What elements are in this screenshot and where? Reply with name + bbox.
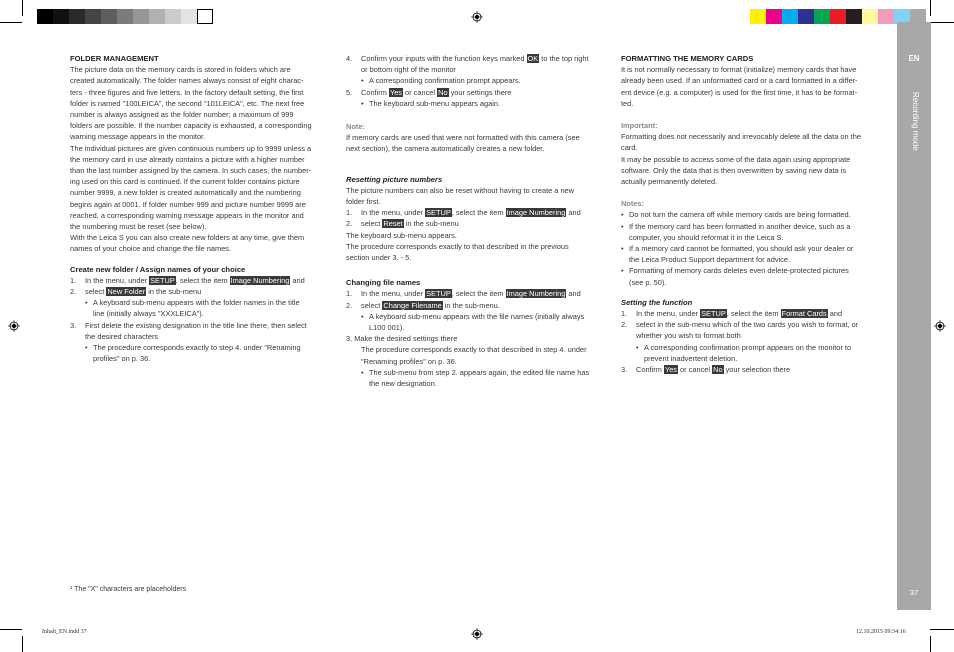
bullet-item: • A corresponding confirmation prompt appears. [361,76,521,86]
step-item: 1. In the menu, under SETUP, select the item Image Numbering and [70,275,305,285]
crop-mark [0,629,22,630]
color-swatch [782,9,798,24]
step-item: 1. In the menu, under SETUP, select the item Image Numbering and [346,208,581,218]
column-2 [346,53,612,389]
text-line: The picture data on the memory cards is stored in folders which are [70,65,291,75]
menu-term: SETUP [150,275,175,285]
menu-term: Yes [389,87,402,97]
paragraph: Formatting does not necessarily and irrevocably delete all the data on the card. It may be possible to access some of the data again using appropriate software. Only the data that is then overwritten by saving new data is actually permanently deleted. [621,132,861,187]
menu-term: Change Filename [383,300,442,310]
text-line: the memory card in use already contains a picture with a higher number [70,154,305,164]
gray-swatch [117,9,133,24]
registration-mark-icon [8,320,20,332]
step-item: 2. select Change Filename in the sub-menu. [346,300,500,310]
step-item: 3. First delete the existing designation in the title line there, then select the desired characters [70,320,307,341]
crop-mark [0,22,22,23]
paragraph: It is not normally necessary to format (initialize) memory cards that have already been used. If an unformatted card or a card formatted in a differ- ent device (e.g. a computer) is used for the first time, it has to be format- ted. [621,65,858,108]
text-line: ing used on this card is continued. If the current folder contains picture [70,177,300,187]
menu-term: Image Numbering [506,208,566,218]
column-3 [621,53,885,375]
gray-swatch [197,9,213,24]
step-item: 2. select Reset in the sub-menu [346,219,459,229]
bullet-item: • The keyboard sub-menu appears again. [361,98,501,108]
gray-swatch [101,9,117,24]
crop-mark [930,629,954,630]
step-item: 5. Confirm Yes or cancel No your settings there [346,87,512,97]
text-line: ters - three figures and five letters. In the factory default setting, the first [70,87,304,97]
page-number: 37 [909,588,919,597]
step-item: 3. Confirm Yes or cancel No your selection there [621,365,791,375]
intro-paragraph [70,64,332,254]
text-line: than the last number assigned by the camera. In such cases, the number- [70,166,312,176]
slug-timestamp: 12.10.2015 09:34:16 [856,629,906,635]
text-line: created automatically. The folder names always consist of eight charac- [70,76,304,86]
text-line: warning message appears in the monitor. [70,132,206,142]
gray-swatch [53,9,69,24]
bullet-item: • Formatting of memory cards deletes even delete-protected pictures (see p. 50). [621,266,849,287]
subheading: Create new folder / Assign names of your choice [70,264,246,274]
step-item: 3. Make the desired settings there [346,334,458,344]
bullet-item: • A corresponding confirmation prompt appears on the monitor to prevent inadvertent deletion. [636,342,852,363]
bullet-item: • If the memory card has been formatted in another device, such as a computer, you should reformat it in the Leica S. [621,221,851,242]
color-swatch [814,9,830,24]
text-line: With the Leica S you can also create new folders at any time, give them [70,233,305,243]
menu-term: SETUP [701,309,726,319]
crop-mark [22,636,23,652]
menu-term: Format Cards [781,309,827,319]
step-item: 1. In the menu, under SETUP, select the item Format Cards and [621,309,843,319]
menu-term: Image Numbering [230,275,290,285]
text-line: names of your choice and change the file names. [70,244,232,254]
paragraph: The keyboard sub-menu appears. The procedure corresponds exactly to that described in the previous section under 3. - 5. [346,230,569,263]
text-line: folder is named "100LEICA", the second "101LEICA", etc. The next free [70,98,305,108]
color-swatch [830,9,846,24]
menu-term: OK [527,54,539,63]
section-heading: FORMATTING THE MEMORY CARDS [621,54,754,63]
color-swatch [750,9,766,24]
bullet-item: • Do not turn the camera off while memory cards are being formatted. [621,210,851,220]
color-swatch [766,9,782,24]
subheading: Setting the function [621,297,693,307]
step-item: 2. select New Folder in the sub-menu [70,287,202,297]
registration-mark-icon [471,628,483,640]
bullet-item: • The sub-menu from step 2. appears again, the edited file name has the new designation. [361,367,590,389]
text-line: reached, a corresponding warning message appears in the monitor and [70,210,304,220]
text-line: the numbering must be reset (see below). [70,222,207,232]
note-label: Note: [346,122,365,132]
section-label: Recording mode [911,92,920,151]
column-1 [70,53,332,364]
notes-label: Notes: [621,199,644,209]
crop-mark [22,0,23,16]
gray-swatch [165,9,181,24]
color-swatch [878,9,894,24]
text-line: begins again at 0001. If folder number 999 and picture number 9999 are [70,199,306,209]
gray-swatch [149,9,165,24]
registration-mark-icon [934,320,946,332]
bullet-item: • If a memory card cannot be formatted, you should ask your dealer or the Leica Product Support department for advice. [621,244,854,265]
gray-swatch [181,9,197,24]
important-label: Important: [621,121,658,131]
crop-mark [930,22,954,23]
subheading: Changing file names [346,278,421,288]
text-line: number 9999, a new folder is created automatically and the numbering [70,188,301,198]
gray-swatch [37,9,53,24]
color-swatch [846,9,862,24]
crop-mark [930,0,931,16]
note-text: If memory cards are used that were not formatted with this camera (see next section), the camera automatically creates a new folder. [346,133,580,154]
text-line: The individual pictures are given continuous numbers up to 9999 unless a [70,143,312,153]
step-item: 4. Confirm your inputs with the function keys marked OK to the top right or bottom right of the monitor [346,54,589,75]
color-swatch [862,9,878,24]
crop-mark [930,636,931,652]
color-swatch [798,9,814,24]
text-line: folders are possible. If the number capacity is exhausted, a corresponding [70,121,312,131]
menu-term: SETUP [426,289,451,299]
menu-term: No [438,87,448,97]
menu-term: Reset [383,219,403,229]
bullet-item: • A keyboard sub-menu appears with the file names (initially always L100 001). [361,311,585,333]
gray-swatch [85,9,101,24]
paragraph: The procedure corresponds exactly to that described in step 4. under "Renaming profiles" on p. 36. [361,345,587,366]
gray-swatch [69,9,85,24]
bullet-item: • The procedure corresponds exactly to step 4. under "Renaming profiles" on p. 36. [85,343,301,364]
menu-term: Image Numbering [506,289,566,299]
gray-swatch-bar [37,9,213,24]
paragraph: The picture numbers can also be reset without having to create a new folder first. [346,185,575,207]
section-heading: FOLDER MANAGEMENT [70,54,159,63]
subheading: Resetting picture numbers [346,174,443,184]
step-item: 2. select in the sub-menu which of the two cards you wish to format, or whether you wish to format both [621,320,859,341]
bullet-item: • A keyboard sub-menu appears with the folder names in the title line (initially always "XXXLEICA"). [85,298,300,319]
menu-term: New Folder [107,287,146,297]
text-line: number is always assigned as the folder number; a maximum of 999 [70,110,294,120]
registration-mark-icon [471,11,483,23]
language-label: EN [908,54,920,63]
section-sidebar [897,22,931,610]
menu-term: Yes [664,365,677,375]
menu-term: No [713,365,723,375]
slug-filename: Inhalt_EN.indd 37 [42,629,87,635]
menu-term: SETUP [426,208,451,218]
gray-swatch [133,9,149,24]
step-item: 1. In the menu, under SETUP, select the item Image Numbering and [346,289,581,299]
footnote: ¹ The "X" characters are placeholders [70,586,187,593]
